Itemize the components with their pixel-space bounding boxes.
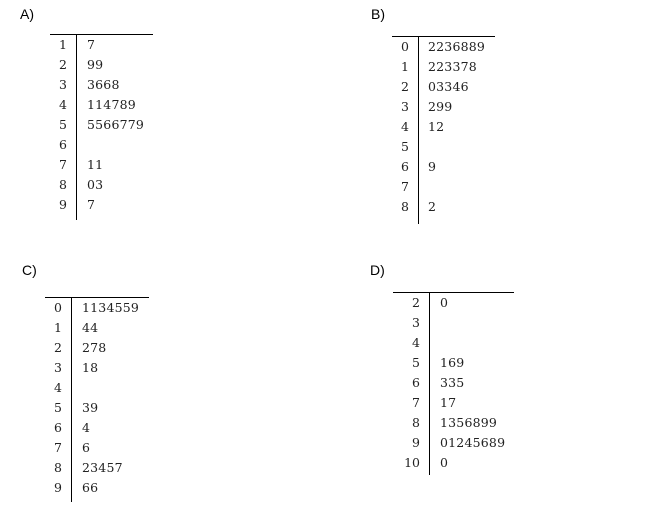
leaf-values: 03 — [87, 177, 104, 192]
stem-value: 2 — [54, 340, 62, 355]
leaf-values: 5566779 — [87, 117, 145, 132]
leaf-values: 335 — [440, 375, 465, 390]
leaf-values: 44 — [82, 320, 99, 335]
stem-value: 3 — [54, 360, 62, 375]
leaf-values: 278 — [82, 340, 107, 355]
leaf-values: 299 — [428, 99, 453, 114]
stem-value: 9 — [54, 480, 62, 495]
stem-value: 9 — [59, 197, 67, 212]
stem-value: 5 — [412, 355, 420, 370]
stem-value: 0 — [401, 39, 409, 54]
stem-value: 7 — [59, 157, 67, 172]
leaf-values: 18 — [82, 360, 99, 375]
panel-label-d: D) — [370, 262, 385, 278]
leaf-values: 169 — [440, 355, 465, 370]
panel-label-b: B) — [371, 6, 385, 22]
leaf-values: 9 — [428, 159, 437, 174]
leaf-values: 39 — [82, 400, 99, 415]
leaf-values: 99 — [87, 57, 104, 72]
stem-leaf-divider — [76, 34, 77, 220]
stem-value: 8 — [59, 177, 67, 192]
leaf-values: 6 — [82, 440, 91, 455]
leaf-values: 17 — [440, 395, 457, 410]
stem-value: 8 — [401, 199, 409, 214]
stem-value: 5 — [54, 400, 62, 415]
stem-value: 0 — [54, 300, 62, 315]
stem-value: 7 — [54, 440, 62, 455]
stem-value: 1 — [54, 320, 62, 335]
panel-label-a: A) — [20, 6, 34, 22]
leaf-values: 0 — [440, 295, 449, 310]
stem-value: 2 — [59, 57, 67, 72]
stem-value: 5 — [59, 117, 67, 132]
stem-value: 3 — [401, 99, 409, 114]
leaf-values: 0 — [440, 455, 449, 470]
leaf-values: 2236889 — [428, 39, 486, 54]
leaf-values: 01245689 — [440, 435, 506, 450]
leaf-values: 223378 — [428, 59, 477, 74]
stem-value: 7 — [412, 395, 420, 410]
leaf-values: 7 — [87, 37, 96, 52]
stem-value: 3 — [59, 77, 67, 92]
stem-value: 1 — [59, 37, 67, 52]
stem-value: 7 — [401, 179, 409, 194]
stem-value: 6 — [401, 159, 409, 174]
leaf-values: 12 — [428, 119, 445, 134]
leaf-values: 66 — [82, 480, 99, 495]
leaf-values: 1134559 — [82, 300, 140, 315]
stem-value: 3 — [412, 315, 420, 330]
leaf-values: 3668 — [87, 77, 120, 92]
stem-value: 9 — [412, 435, 420, 450]
leaf-values: 23457 — [82, 460, 123, 475]
leaf-values: 1356899 — [440, 415, 498, 430]
leaf-values: 11 — [87, 157, 104, 172]
leaf-values: 2 — [428, 199, 437, 214]
leaf-values: 4 — [82, 420, 91, 435]
stem-value: 2 — [401, 79, 409, 94]
stem-value: 4 — [401, 119, 409, 134]
stem-value: 4 — [412, 335, 420, 350]
panel-label-c: C) — [22, 262, 37, 278]
stem-value: 10 — [404, 455, 420, 470]
leaf-values: 114789 — [87, 97, 136, 112]
stem-value: 8 — [412, 415, 420, 430]
stem-leaf-divider — [429, 292, 430, 475]
stem-leaf-divider — [418, 36, 419, 224]
leaf-values: 7 — [87, 197, 96, 212]
stem-value: 4 — [54, 380, 62, 395]
stem-value: 2 — [412, 295, 420, 310]
stem-leaf-divider — [71, 297, 72, 502]
stem-value: 8 — [54, 460, 62, 475]
stem-value: 1 — [401, 59, 409, 74]
stem-value: 6 — [54, 420, 62, 435]
stem-value: 6 — [412, 375, 420, 390]
stem-value: 6 — [59, 137, 67, 152]
stem-value: 4 — [59, 97, 67, 112]
stem-value: 5 — [401, 139, 409, 154]
leaf-values: 03346 — [428, 79, 469, 94]
